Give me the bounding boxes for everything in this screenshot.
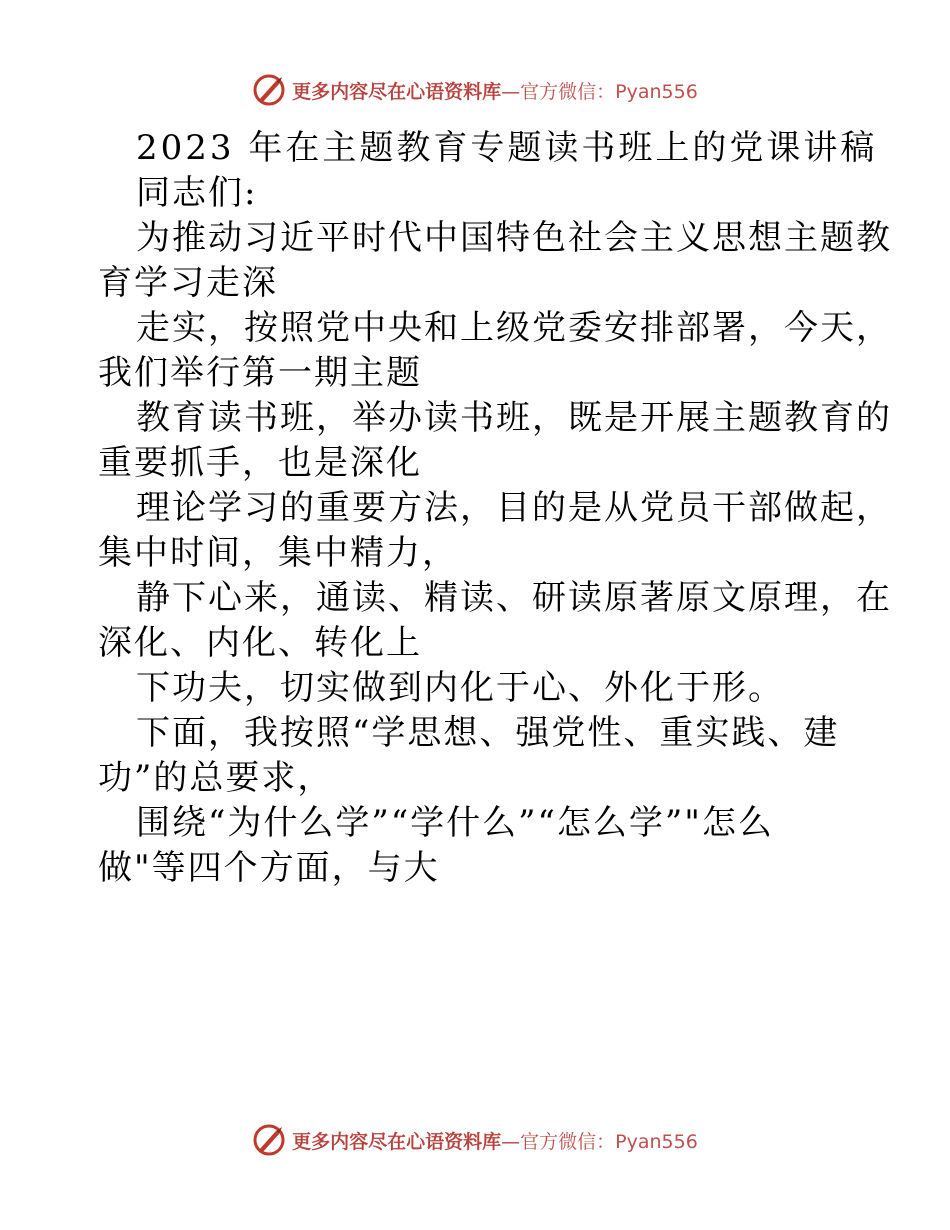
watermark-separator: — [501, 80, 521, 103]
quill-logo-icon [252, 1123, 286, 1157]
watermark-contact: 官方微信：Pyan556 [520, 1130, 698, 1153]
text-line: 为推动习近平时代中国特色社会主义思想主题教 [136, 218, 892, 258]
watermark-main: 更多内容尽在心语资料库 [292, 1130, 502, 1153]
text-line: 重要抓手，也是深化 [98, 443, 422, 483]
text-line: 同志们: [136, 173, 258, 213]
text-line: 集中时间，集中精力， [98, 533, 458, 573]
footer-watermark [0, 1120, 950, 1160]
watermark-main: 更多内容尽在心语资料库 [292, 80, 502, 103]
watermark-text [292, 1127, 698, 1154]
watermark-separator: — [501, 1130, 521, 1153]
text-line: 我们举行第一期主题 [98, 353, 422, 393]
text-line: 功”的总要求， [98, 758, 334, 798]
text-line: 教育读书班，举办读书班，既是开展主题教育的 [136, 398, 892, 438]
text-line: 深化、内化、转化上 [98, 623, 422, 663]
text-line: 下功夫，切实做到内化于心、外化于形。 [136, 668, 784, 708]
header-watermark [0, 70, 950, 110]
text-line: 育学习走深 [98, 263, 278, 303]
document-title: 2023 年在主题教育专题读书班上的党课讲稿 [136, 128, 878, 168]
watermark-text [292, 77, 698, 104]
text-line: 静下心来，通读、精读、研读原著原文原理，在 [136, 578, 892, 618]
text-line: 做"等四个方面，与大 [98, 848, 440, 888]
watermark-contact: 官方微信：Pyan556 [520, 80, 698, 103]
text-line: 下面，我按照“学思想、强党性、重实践、建 [136, 713, 840, 753]
text-line: 理论学习的重要方法，目的是从党员干部做起， [136, 488, 892, 528]
document-body [98, 126, 892, 891]
text-line: 走实，按照党中央和上级党委安排部署，今天， [136, 308, 892, 348]
text-line: 围绕“为什么学”“学什么”“怎么学”"怎么 [136, 803, 774, 843]
quill-logo-icon [252, 73, 286, 107]
